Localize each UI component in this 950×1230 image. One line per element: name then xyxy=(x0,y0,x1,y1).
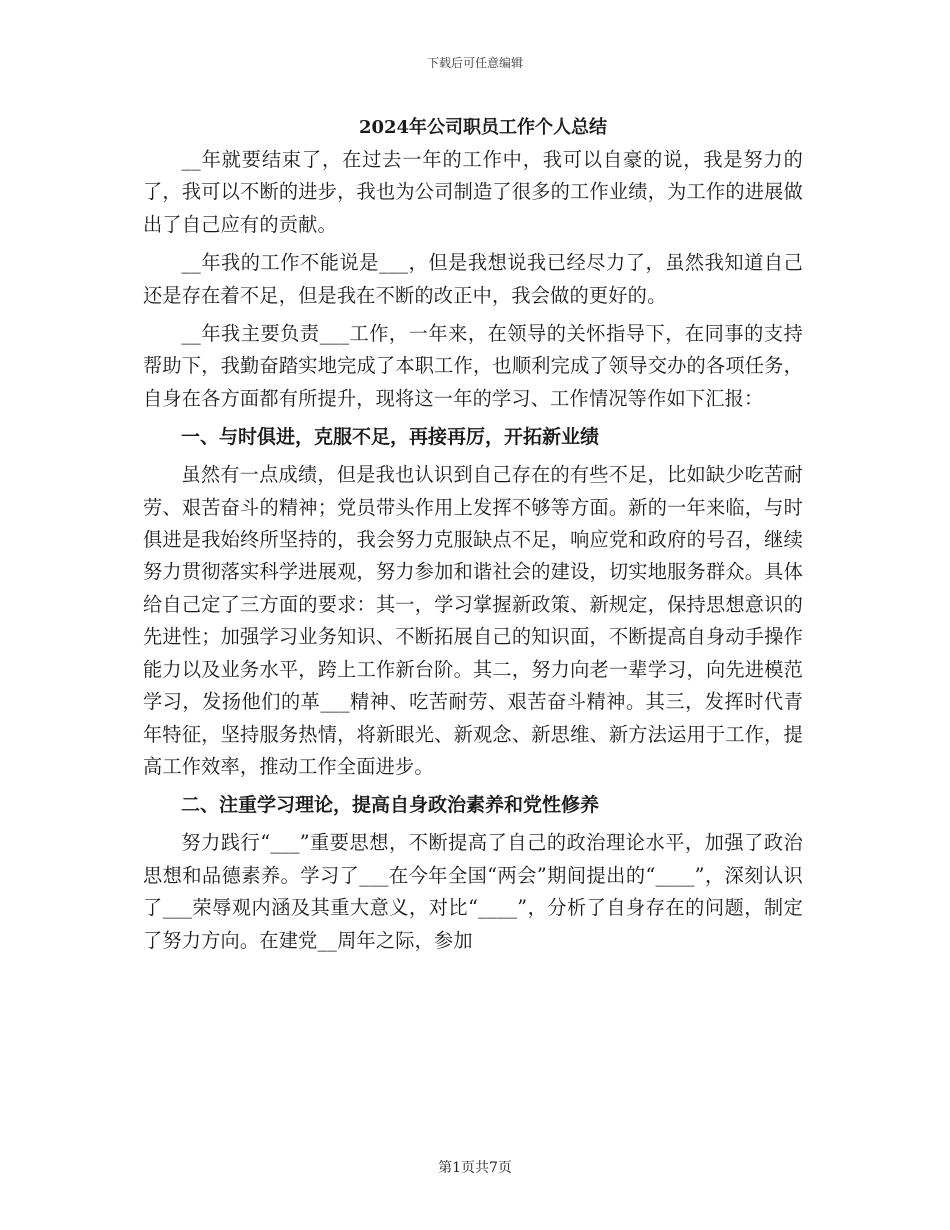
paragraph-intro: __年就要结束了，在过去一年的工作中，我可以自豪的说，我是努力的了，我可以不断的进步，我也为公司制造了很多的工作业绩，为工作的进展做出了自己应有的贡献。 xyxy=(143,148,803,236)
paragraph-responsibilities: __年我主要负责___工作，一年来，在领导的关怀指导下，在同事的支持帮助下，我勤奋踏实地完成了本职工作，也顺利完成了领导交办的各项任务，自身在各方面都有所提升，现将这一年的学习、工作情况等作如下汇报： xyxy=(143,322,803,410)
section-paragraph-2: 努力践行“___”重要思想，不断提高了自己的政治理论水平，加强了政治思想和品德素养。学习了___在今年全国“两会”期间提出的“____”，深刻认识了___荣辱观内涵及其重大意义，对比“____”，分析了自身存在的问题，制定了努力方向。在建党__周年之际，参加 xyxy=(143,831,803,952)
section-heading-2: 二、注重学习理论，提高自身政治素养和党性修养 xyxy=(181,794,600,817)
document-title: 2024年公司职员工作个人总结 xyxy=(358,117,608,138)
paragraph-self-assessment: __年我的工作不能说是___，但是我想说我已经尽力了，虽然我知道自己还是存在着不足，但是我在不断的改正中，我会做的更好的。 xyxy=(143,251,803,307)
page-number: 第1页共7页 xyxy=(438,1160,512,1176)
section-paragraph-1: 虽然有一点成绩，但是我也认识到自己存在的有些不足，比如缺少吃苦耐劳、艰苦奋斗的精神；党员带头作用上发挥不够等方面。新的一年来临，与时俱进是我始终所坚持的，我会努力克服缺点不足，响应党和政府的号召，继续努力贯彻落实科学进展观，努力参加和谐社会的建设，切实地服务群众。具体给自己定了三方面的要求：其一，学习掌握新政策、新规定，保持思想意识的先进性；加强学习业务知识、不断拓展自己的知识面，不断提高自身动手操作能力以及业务水平，跨上工作新台阶。其二，努力向老一辈学习，向先进模范学习，发扬他们的革___精神、吃苦耐劳、艰苦奋斗精神。其三，发挥时代青年特征，坚持服务热情，将新眼光、新观念、新思维、新方法运用于工作，提高工作效率，推动工作全面进步。 xyxy=(143,463,803,778)
section-heading-1: 一、与时俱进，克服不足，再接再厉，开拓新业绩 xyxy=(181,426,600,449)
header-note: 下载后可任意编辑 xyxy=(426,56,523,70)
document-body xyxy=(143,112,803,963)
